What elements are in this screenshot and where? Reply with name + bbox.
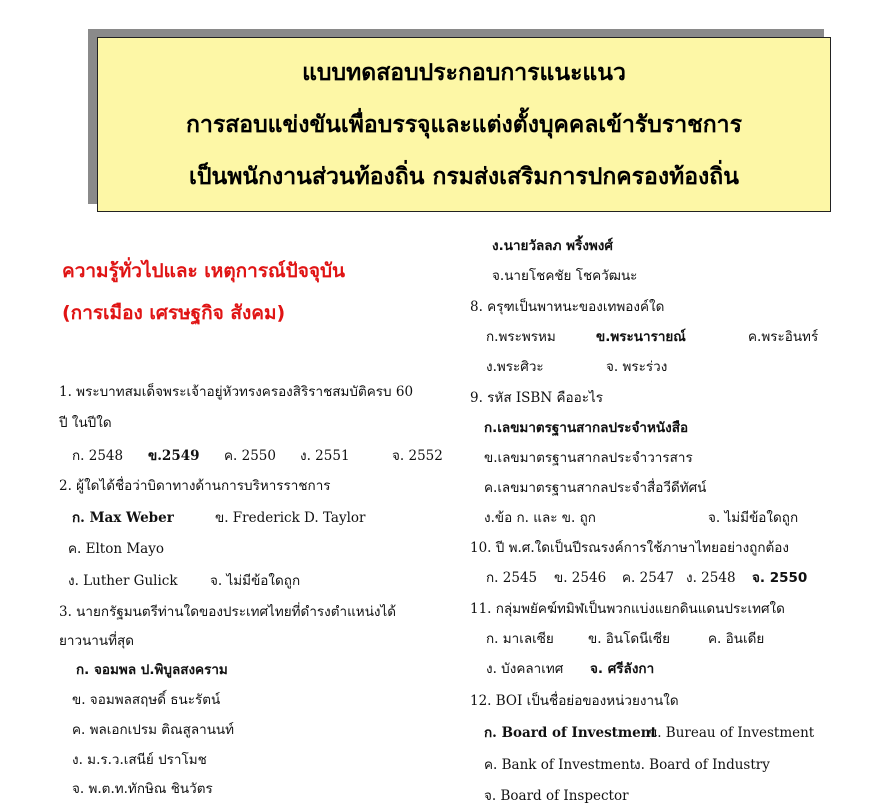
q11-option-e-answer: จ. ศรีลังกา bbox=[590, 661, 655, 677]
q7-option-e: จ.นายโชคชัย โชควัฒนะ bbox=[492, 268, 638, 284]
q11-option-d: ง. บังคลาเทศ bbox=[486, 661, 564, 677]
q7-option-d-answer: ง.นายวัลลภ พริ้งพงศ์ bbox=[492, 238, 613, 254]
q8-option-d: ง.พระศิวะ bbox=[486, 359, 544, 375]
q3-option-d: ง. ม.ร.ว.เสนีย์ ปราโมช bbox=[72, 752, 207, 768]
question-1-line-2: ปี ในปีใด bbox=[59, 415, 112, 431]
q12-option-d: ง. Board of Industry bbox=[634, 757, 770, 773]
q1-option-d: ง. 2551 bbox=[300, 448, 350, 464]
q10-option-d: ง. 2548 bbox=[686, 570, 736, 586]
q2-option-d: ง. Luther Gulick bbox=[68, 573, 178, 589]
question-11: 11. กลุ่มพยัคฆ์ทมิฬเป็นพวกแบ่งแยกดินแดนประเทศใด bbox=[470, 601, 785, 617]
section-heading-2: (การเมือง เศรษฐกิจ สังคม) bbox=[62, 302, 286, 324]
q12-option-b: ข. Bureau of Investment bbox=[648, 725, 815, 741]
q9-option-e: จ. ไม่มีข้อใดถูก bbox=[708, 510, 799, 526]
q9-option-b: ข.เลขมาตรฐานสากลประจำวารสาร bbox=[484, 450, 693, 466]
q1-option-c: ค. 2550 bbox=[224, 448, 276, 464]
section-heading-1: ความรู้ทั่วไปและ เหตุการณ์ปัจจุบัน bbox=[62, 260, 346, 282]
q3-option-a-answer: ก. จอมพล ป.พิบูลสงคราม bbox=[76, 662, 228, 678]
question-9: 9. รหัส ISBN คืออะไร bbox=[470, 390, 603, 406]
q2-option-b: ข. Frederick D. Taylor bbox=[215, 510, 366, 526]
q1-option-b-answer: ข.2549 bbox=[148, 448, 200, 464]
q3-option-c: ค. พลเอกเปรม ติณสูลานนท์ bbox=[72, 722, 235, 738]
q9-option-c: ค.เลขมาตรฐานสากลประจำสื่อวีดีทัศน์ bbox=[484, 480, 707, 496]
question-8: 8. ครุฑเป็นพาหนะของเทพองค์ใด bbox=[470, 299, 665, 315]
q11-option-b: ข. อินโดนีเซีย bbox=[588, 631, 671, 647]
q12-option-a-answer: ก. Board of Investment bbox=[484, 725, 657, 741]
q10-option-e-answer: จ. 2550 bbox=[752, 570, 808, 586]
question-1-line-1: 1. พระบาทสมเด็จพระเจ้าอยู่หัวทรงครองสิริราชสมบัติครบ 60 bbox=[59, 384, 414, 400]
q2-option-c: ค. Elton Mayo bbox=[68, 541, 164, 557]
q11-option-c: ค. อินเดีย bbox=[708, 631, 765, 647]
q1-option-a: ก. 2548 bbox=[72, 448, 124, 464]
q8-option-e: จ. พระร่วง bbox=[606, 359, 668, 375]
q2-option-a-answer: ก. Max Weber bbox=[72, 510, 174, 526]
title-box bbox=[97, 37, 831, 212]
q10-option-c: ค. 2547 bbox=[622, 570, 674, 586]
question-2: 2. ผู้ใดได้ชื่อว่าบิดาทางด้านการบริหารราชการ bbox=[59, 478, 331, 494]
q10-option-a: ก. 2545 bbox=[486, 570, 538, 586]
q12-option-e: จ. Board of Inspector bbox=[484, 788, 629, 804]
question-10: 10. ปี พ.ศ.ใดเป็นปีรณรงค์การใช้ภาษาไทยอย่างถูกต้อง bbox=[470, 540, 789, 556]
q8-option-a: ก.พระพรหม bbox=[486, 329, 556, 345]
title-line-1: แบบทดสอบประกอบการแนะแนว bbox=[302, 59, 626, 86]
q10-option-b: ข. 2546 bbox=[554, 570, 607, 586]
question-3-line-2: ยาวนานที่สุด bbox=[59, 633, 135, 649]
q9-option-a-answer: ก.เลขมาตรฐานสากลประจำหนังสือ bbox=[484, 420, 689, 436]
q8-option-c: ค.พระอินทร์ bbox=[748, 329, 819, 345]
q3-option-b: ข. จอมพลสฤษดิ์ ธนะรัตน์ bbox=[72, 692, 221, 708]
q8-option-b-answer: ข.พระนารายณ์ bbox=[596, 329, 686, 345]
question-12: 12. BOI เป็นชื่อย่อของหน่วยงานใด bbox=[470, 693, 679, 709]
question-3-line-1: 3. นายกรัฐมนตรีท่านใดของประเทศไทยที่ดำรงตำแหน่งได้ bbox=[59, 604, 397, 620]
q11-option-a: ก. มาเลเซีย bbox=[486, 631, 554, 647]
title-line-2: การสอบแข่งขันเพื่อบรรจุและแต่งตั้งบุคคลเข้ารับราชการ bbox=[186, 111, 742, 138]
q3-option-e: จ. พ.ต.ท.ทักษิณ ชินวัตร bbox=[72, 781, 213, 797]
title-line-3: เป็นพนักงานส่วนท้องถิ่น กรมส่งเสริมการปกครองท้องถิ่น bbox=[189, 163, 739, 190]
q12-option-c: ค. Bank of Investment bbox=[484, 757, 636, 773]
q2-option-e: จ. ไม่มีข้อใดถูก bbox=[210, 573, 301, 589]
q9-option-d: ง.ข้อ ก. และ ข. ถูก bbox=[484, 510, 596, 526]
q1-option-e: จ. 2552 bbox=[392, 448, 443, 464]
